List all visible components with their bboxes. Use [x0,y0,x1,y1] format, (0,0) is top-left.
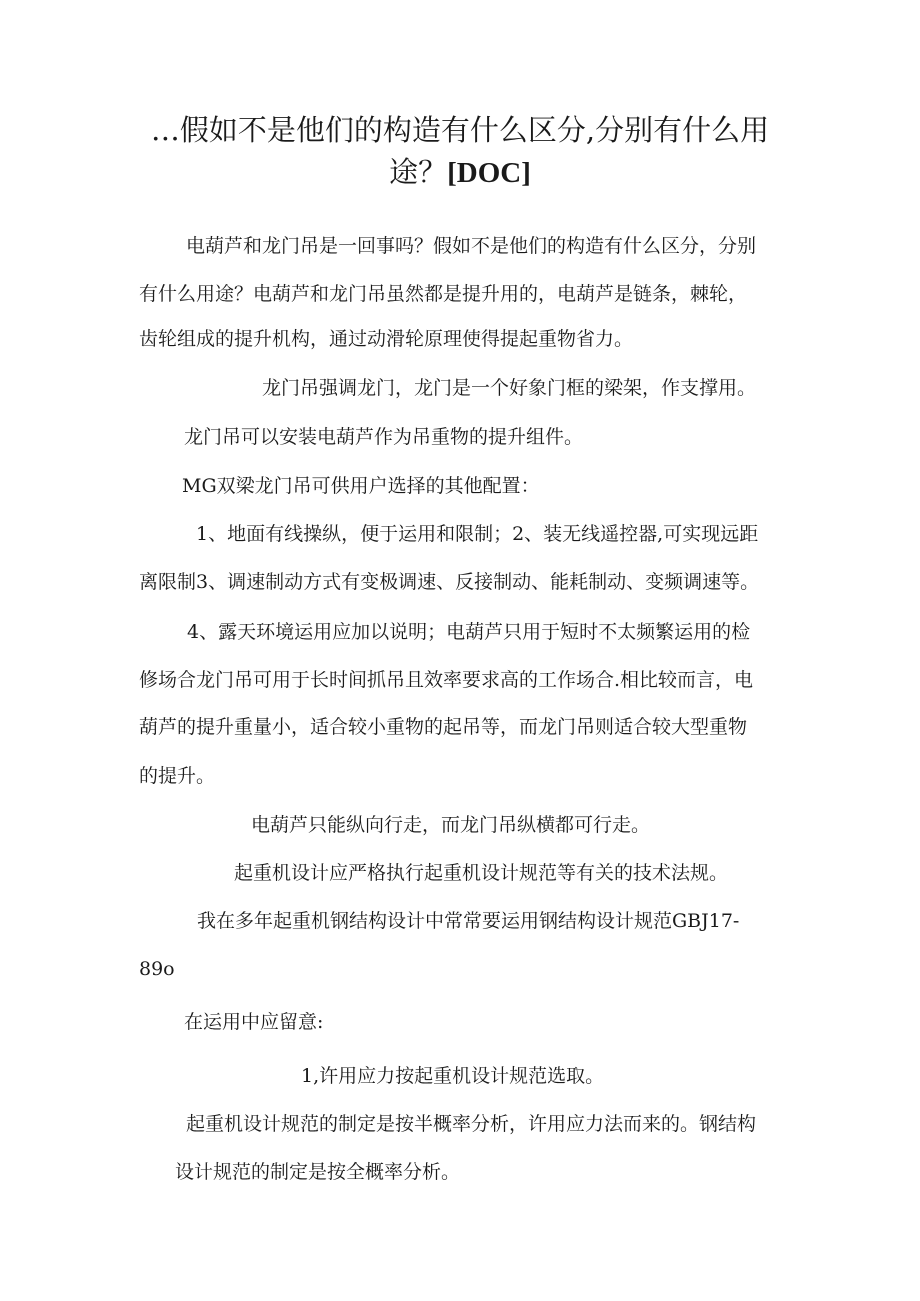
paragraph-4: MG双梁龙门吊可供用户选择的其他配置： [182,475,540,497]
paragraph-5-line-1: 1、地面有线操纵，便于运用和限制；2、装无线遥控器,可实现远距 [196,523,759,545]
paragraph-5-line-2: 离限制3、调速制动方式有变极调速、反接制动、能耗制动、变频调速等。 [139,571,760,593]
document-title-line-1: …假如不是他们的构造有什么区分,分别有什么用 [150,113,770,147]
paragraph-6-line-2: 修场合龙门吊可用于长时间抓吊且效率要求高的工作场合.相比较而言，电 [139,669,754,691]
paragraph-2: 龙门吊强调龙门，龙门是一个好象门框的梁架，作支撑用。 [262,377,757,399]
paragraph-1-line-1: 电葫芦和龙门吊是一回事吗？假如不是他们的构造有什么区分，分别 [186,235,757,257]
paragraph-12-line-2: 设计规范的制定是按全概率分析。 [175,1161,461,1183]
paragraph-3: 龙门吊可以安装电葫芦作为吊重物的提升组件。 [184,426,584,448]
paragraph-6-line-3: 葫芦的提升重量小，适合较小重物的起吊等，而龙门吊则适合较大型重物 [139,716,748,738]
paragraph-11: 1,许用应力按起重机设计规范选取。 [301,1065,605,1087]
paragraph-10: 在运用中应留意: [184,1011,324,1033]
document-title-line-2 [140,155,780,189]
title-text: 途？ [389,155,448,189]
paragraph-7: 电葫芦只能纵向行走，而龙门吊纵横都可行走。 [251,814,651,836]
paragraph-6-line-4: 的提升。 [139,765,216,787]
paragraph-1-line-3: 齿轮组成的提升机构，通过动滑轮原理使得提起重物省力。 [139,328,634,350]
paragraph-6-line-1: 4、露天环境运用应加以说明；电葫芦只用于短时不太频繁运用的检 [187,621,751,643]
doc-tag: [DOC] [447,157,531,189]
paragraph-9-line-2: 89o [139,958,175,980]
paragraph-9-line-1: 我在多年起重机钢结构设计中常常要运用钢结构设计规范GBJ17- [197,910,740,932]
paragraph-12-line-1: 起重机设计规范的制定是按半概率分析，许用应力法而来的。钢结构 [186,1113,757,1135]
paragraph-1-line-2: 有什么用途？电葫芦和龙门吊虽然都是提升用的，电葫芦是链条，棘轮， [139,283,748,305]
paragraph-8: 起重机设计应严格执行起重机设计规范等有关的技术法规。 [234,862,729,884]
